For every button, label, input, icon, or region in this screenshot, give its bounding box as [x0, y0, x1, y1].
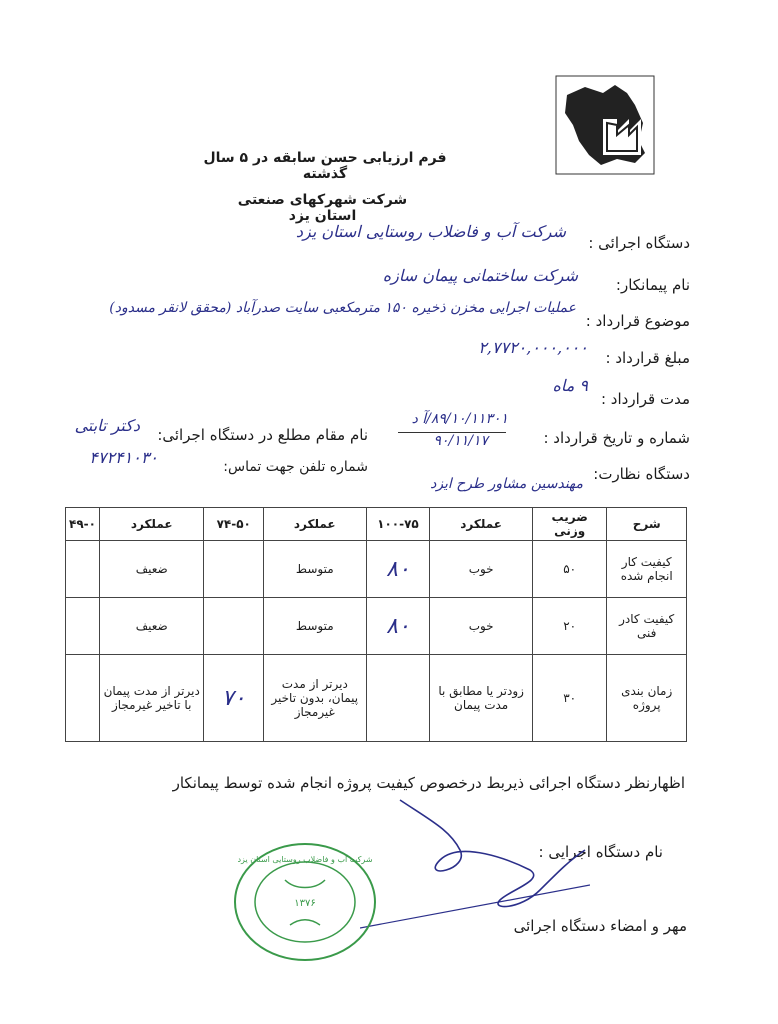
row-description: کیفیت کار انجام شده: [607, 541, 687, 598]
row-perf-good: خوب: [430, 541, 533, 598]
table-header: ۱۰۰-۷۵: [366, 508, 430, 541]
row-score-good: ۸۰: [366, 541, 430, 598]
table-header: ۷۴-۵۰: [204, 508, 264, 541]
seal-signature-label: مهر و امضاء دستگاه اجرائی: [513, 917, 687, 935]
row-weight: ۳۰: [532, 655, 606, 742]
table-header: شرح: [607, 508, 687, 541]
row-description: کیفیت کادر فنی: [607, 598, 687, 655]
company-logo: [555, 75, 655, 175]
opinion-text: اظهارنظر دستگاه اجرائی ذیربط درخصوص کیفیت پروژه انجام شده توسط پیمانکار: [172, 774, 685, 792]
amount-value: ۲,۷۷۲۰,۰۰۰,۰۰۰: [478, 338, 588, 357]
row-weight: ۵۰: [532, 541, 606, 598]
evaluation-table: [65, 507, 687, 742]
form-title: فرم ارزیابی حسن سابقه در ۵ سال گذشته: [203, 150, 447, 182]
number-date-label: شماره و تاریخ قرارداد :: [543, 429, 690, 447]
table-header: ۴۹-۰: [66, 508, 100, 541]
seal-year: ۱۳۷۶: [294, 898, 316, 909]
phone-value: ۴۷۲۴۱۰۳۰: [89, 448, 158, 467]
row-score-mid: ۷۰: [204, 655, 264, 742]
authority-value: دکتر تابتی: [74, 416, 140, 435]
amount-label: مبلغ قرارداد :: [605, 349, 690, 367]
row-description: زمان بندی پروژه: [607, 655, 687, 742]
row-weight: ۲۰: [532, 598, 606, 655]
row-score-mid: [204, 598, 264, 655]
row-score-weak: [66, 541, 100, 598]
contractor-value: شرکت ساختمانی پیمان سازه: [382, 266, 578, 285]
supervision-value: مهندسین مشاور طرح ایزد: [430, 476, 583, 492]
contractor-label: نام پیمانکار:: [615, 276, 690, 294]
executor-label: دستگاه اجرائی :: [588, 234, 690, 252]
row-perf-mid: دیرتر از مدت پیمان، بدون تاخیر غیرمجاز: [263, 655, 366, 742]
table-header: عملکرد: [430, 508, 533, 541]
signature: [360, 790, 590, 930]
contract-date: ۹۰/۱۱/۱۷: [433, 433, 488, 449]
contract-number: ۸۹/۱۰/۱۱۳۰۱/آ د: [411, 411, 508, 427]
phone-label: شماره تلفن جهت تماس:: [223, 459, 368, 475]
duration-label: مدت قرارداد :: [600, 390, 690, 408]
table-header: عملکرد: [99, 508, 204, 541]
row-score-good: ۸۰: [366, 598, 430, 655]
subject-label: موضوع قرارداد :: [585, 312, 690, 330]
company-title: شرکت شهرکهای صنعتی استان یزد: [237, 192, 408, 224]
row-score-good: [366, 655, 430, 742]
table-header: عملکرد: [263, 508, 366, 541]
executor-name-label: نام دستگاه اجرایی :: [538, 843, 663, 861]
table-row: [66, 655, 687, 742]
table-row: [66, 598, 687, 655]
seal-text: شرکت آب و فاضلاب روستایی استان یزد: [237, 855, 373, 864]
table-row: [66, 541, 687, 598]
executor-value: شرکت آب و فاضلاب روستایی استان یزد: [295, 222, 566, 241]
authority-label: نام مقام مطلع در دستگاه اجرائی:: [157, 426, 368, 444]
row-perf-weak: ضعیف: [99, 541, 204, 598]
row-score-weak: [66, 598, 100, 655]
row-perf-mid: متوسط: [263, 541, 366, 598]
row-perf-weak: دیرتر از مدت پیمان با تاخیر غیرمجاز: [99, 655, 204, 742]
table-header-row: [66, 508, 687, 541]
row-score-weak: [66, 655, 100, 742]
row-perf-weak: ضعیف: [99, 598, 204, 655]
row-perf-good: زودتر یا مطابق با مدت پیمان: [430, 655, 533, 742]
table-header: ضریب وزنی: [532, 508, 606, 541]
row-perf-mid: متوسط: [263, 598, 366, 655]
row-score-mid: [204, 541, 264, 598]
supervision-label: دستگاه نظارت:: [593, 465, 690, 483]
duration-value: ۹ ماه: [552, 376, 588, 395]
subject-value: عملیات اجرایی مخزن ذخیره ۱۵۰ مترمکعبی سایت صدرآباد (محقق لانقر مسدود): [109, 300, 576, 316]
row-perf-good: خوب: [430, 598, 533, 655]
official-seal: [230, 840, 380, 965]
